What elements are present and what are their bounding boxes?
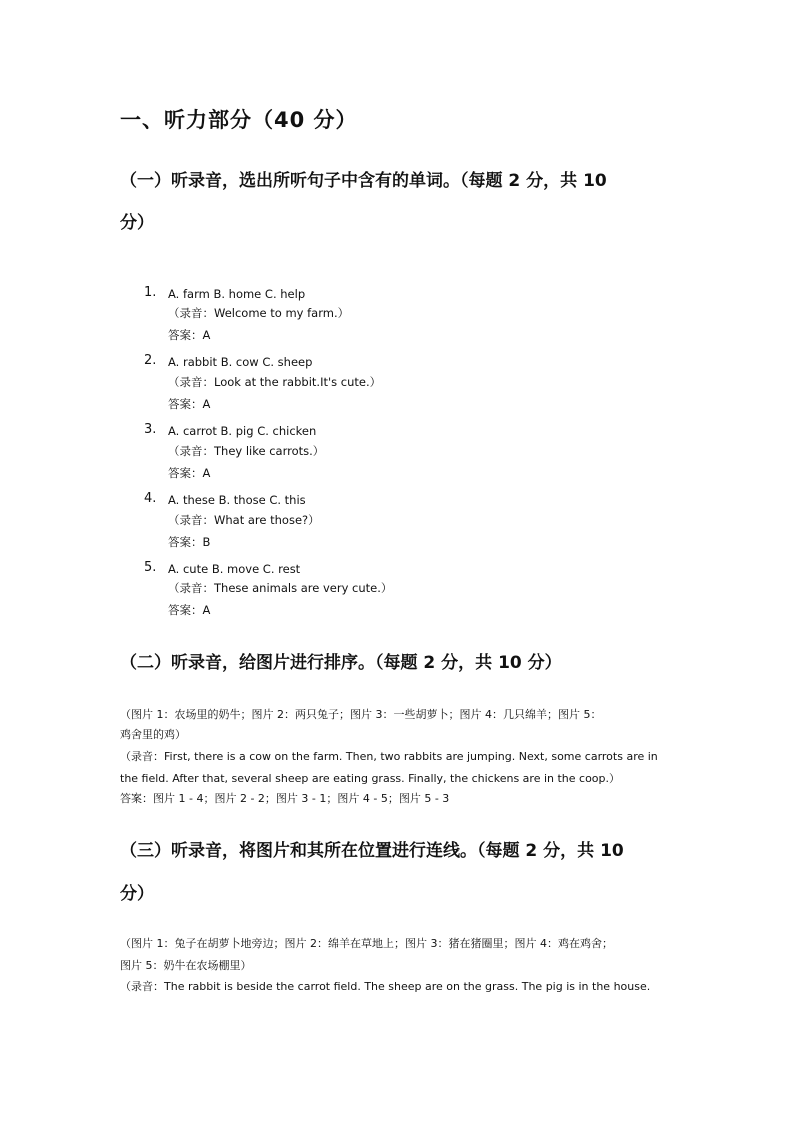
question-options: A. rabbit B. cow C. sheep [168,355,313,369]
question-answer: 答案：A [168,603,211,617]
section3-audio: （录音：The rabbit is beside the carrot field. The sheep are on the grass. The pig is in the house. [120,980,651,993]
section2-pictures: （图片 1：农场里的奶牛；图片 2：两只兔子；图片 3：一些胡萝卜；图片 4：几只绵羊；图片 5： [120,708,602,721]
question-audio: （录音：Welcome to my farm.） [168,306,350,320]
question-answer: 答案：A [168,397,211,411]
section2-heading: （二）听录音，给图片进行排序。（每题 2 分，共 10 分） [120,653,562,673]
section1-heading: （一）听录音，选出所听句子中含有的单词。（每题 2 分，共 10 [120,171,607,191]
question-options: A. farm B. home C. help [168,287,306,301]
question-number: 1. [144,285,157,300]
question-answer: 答案：A [168,328,211,342]
question-number: 4. [144,491,157,506]
question-audio: （录音：Look at the rabbit.It's cute.） [168,375,382,389]
section3-heading-cont: 分） [120,884,154,904]
section1-heading-cont: 分） [120,213,154,233]
section2-pictures-cont: 鸡舍里的鸡） [120,728,186,741]
section3-pictures-cont: 图片 5：奶牛在农场棚里） [120,959,252,972]
section2-audio: （录音：First, there is a cow on the farm. Then, two rabbits are jumping. Next, some carrots are in [120,750,658,763]
question-audio: （录音：These animals are very cute.） [168,581,393,595]
page-title: 一、听力部分（40 分） [120,108,358,132]
question-number: 5. [144,560,157,575]
section2-audio-cont: the field. After that, several sheep are eating grass. Finally, the chickens are in the coop.） [120,772,621,785]
section2-answer: 答案：图片 1 - 4；图片 2 - 2；图片 3 - 1；图片 4 - 5；图片 5 - 3 [120,792,450,805]
section3-pictures: （图片 1：兔子在胡萝卜地旁边；图片 2：绵羊在草地上；图片 3：猪在猪圈里；图片 4：鸡在鸡舍； [120,937,613,950]
question-number: 2. [144,353,157,368]
section3-heading: （三）听录音，将图片和其所在位置进行连线。（每题 2 分，共 10 [120,841,624,861]
question-options: A. cute B. move C. rest [168,562,301,576]
question-audio: （录音：They like carrots.） [168,444,325,458]
question-options: A. these B. those C. this [168,493,306,507]
question-audio: （录音：What are those?） [168,513,320,527]
question-answer: 答案：B [168,535,211,549]
question-options: A. carrot B. pig C. chicken [168,424,317,438]
question-answer: 答案：A [168,466,211,480]
question-number: 3. [144,422,157,437]
